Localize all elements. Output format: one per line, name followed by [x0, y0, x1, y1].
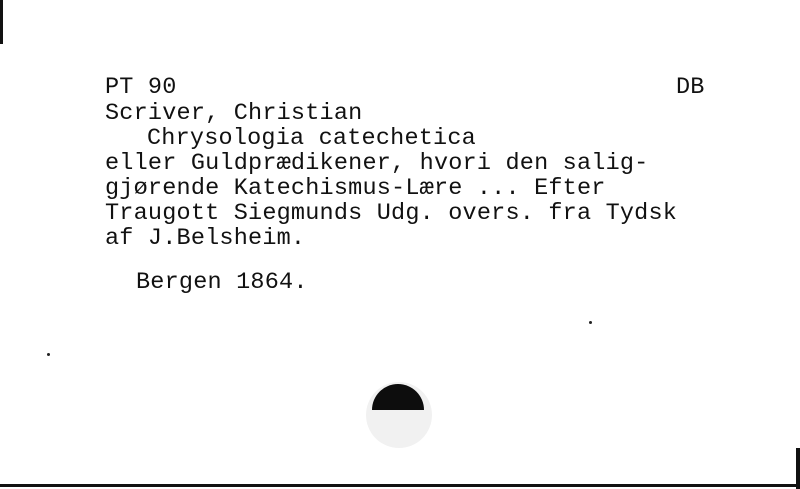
author-heading: Scriver, Christian — [105, 100, 363, 127]
card-edge-left — [0, 0, 3, 44]
title-line: Chrysologia catechetica — [147, 125, 476, 152]
card-edge-right — [796, 448, 800, 489]
title-line: gjørende Katechismus-Lære ... Efter — [105, 175, 606, 202]
card-edge-bottom — [0, 484, 800, 487]
ink-speck — [47, 353, 50, 356]
ink-speck — [589, 321, 592, 324]
imprint-line: Bergen 1864. — [136, 269, 308, 296]
title-line: af J.Belsheim. — [105, 225, 306, 252]
title-line: Traugott Siegmunds Udg. overs. fra Tydsk — [105, 200, 678, 227]
call-number: PT 90 — [105, 74, 177, 101]
collection-code: DB — [676, 74, 705, 101]
title-line: eller Guldprædikener, hvori den salig- — [105, 150, 649, 177]
